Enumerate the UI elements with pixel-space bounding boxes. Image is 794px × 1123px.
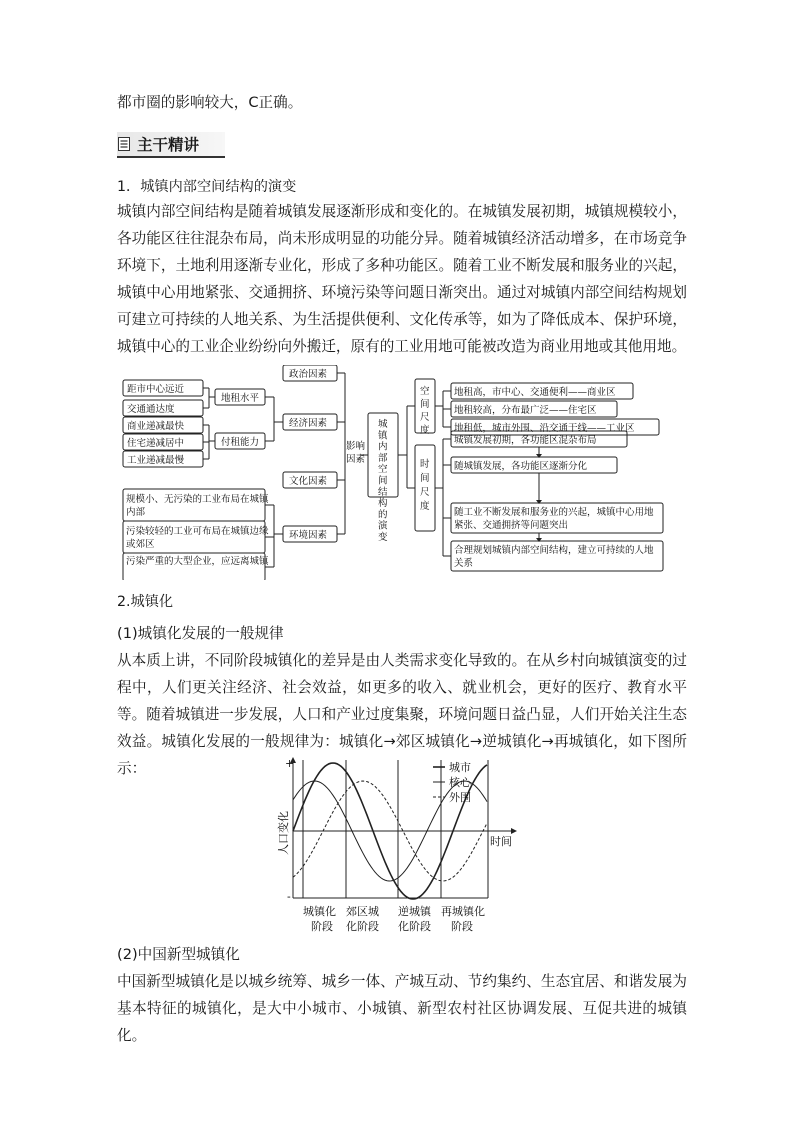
urbanization-curve-chart	[265, 755, 535, 945]
env-box-text: 污染较轻的工业可布局在城镇边缘或郊区	[126, 526, 269, 550]
space-item-text: 地租较高，分布最广泛——住宅区	[454, 405, 597, 416]
section-underline	[117, 156, 225, 158]
time-item-text: 随工业不断发展和服务业的兴起，城镇中心用地紧张、交通拥挤等问题突出	[454, 507, 654, 531]
stage-label: 再城镇化	[441, 905, 485, 918]
stage-label: 城镇化	[303, 905, 336, 918]
legend-label: 核心	[449, 776, 471, 789]
left-box-text: 距市中心远近	[127, 384, 185, 395]
stage-label: 阶段	[311, 920, 333, 933]
stage-label: 阶段	[451, 920, 473, 933]
factor-label: 环境因素	[289, 530, 328, 541]
time-item-text: 合理规划城镇内部空间结构，建立可持续的人地关系	[454, 545, 654, 569]
stage-label: 逆城镇	[398, 905, 431, 918]
left-box-text: 工业递减最慢	[127, 455, 185, 466]
factor-label: 文化因素	[289, 476, 328, 487]
rent-ability-label: 付租能力	[221, 437, 260, 448]
section-title: 主干精讲	[137, 136, 200, 154]
factor-label: 政治因素	[289, 369, 328, 380]
section-header	[117, 132, 225, 158]
part2-paragraph2: 中国新型城镇化是以城乡统筹、城乡一体、产城互动、节约集约、生态宜居、和谐发展为基本特征的城镇化，是大中小城市、小城镇、新型农村社区协调发展、互促共进的城镇化。	[117, 973, 687, 1044]
influence-label: 影响因素	[346, 441, 366, 465]
part2-sub1: (1)城镇化发展的一般规律	[117, 625, 284, 642]
env-box-text: 污染严重的大型企业，应远离城镇	[126, 556, 269, 567]
time-item-text: 城镇发展初期，各功能区混杂布局	[454, 435, 597, 446]
y-plus-label: +	[285, 757, 295, 770]
stage-label: 化阶段	[346, 920, 379, 933]
factor-label: 经济因素	[289, 418, 328, 429]
x-axis-label: 时间	[490, 835, 512, 848]
stage-label: 化阶段	[398, 920, 431, 933]
legend-label: 外围	[449, 791, 471, 804]
document-icon	[118, 137, 130, 151]
y-axis-label: 人口变化	[277, 811, 290, 855]
time-scale-label: 时间尺度	[420, 459, 430, 512]
part1-paragraph: 城镇内部空间结构是随着城镇发展逐渐形成和变化的。在城镇发展初期，城镇规模较小，各功能区往往混杂布局，尚未形成明显的功能分异。随着城镇经济活动增多，在市场竞争环境下，土地利用逐渐专业化，形成了多种功能区。随着工业不断发展和服务业的兴起，城镇中心用地紧张、交通拥挤、环境污染等问题日渐突出。通过对城镇内部空间结构规划可建立可持续的人地关系、为生活提供便利、文化传承等，如为了降低成本、保护环境，城镇中心的工业企业纷纷向外搬迁，原有的工业用地可能被改造为商业用地或其他用地。	[117, 203, 687, 355]
left-box-text: 商业递减最快	[127, 421, 185, 432]
space-item-text: 地租低，城市外围、沿交通干线——工业区	[454, 423, 635, 434]
legend-label: 城市	[449, 761, 471, 774]
left-box-text: 交通通达度	[127, 404, 175, 415]
y-minus-label: -	[287, 890, 291, 903]
part2-heading: 2.城镇化	[117, 594, 174, 610]
env-box-text: 规模小、无污染的工业布局在城镇内部	[126, 494, 269, 518]
space-scale-label: 空间尺度	[420, 386, 430, 436]
stage-label: 郊区城	[346, 905, 379, 918]
part2-paragraph1: 从本质上讲，不同阶段城镇化的差异是由人类需求变化导致的。在从乡村向城镇演变的过程中，人们更关注经济、社会效益，如更多的收入、就业机会，更好的医疗、教育水平等。随着城镇进一步发展，人口和产业过度集聚，环境问题日益凸显，人们开始关注生态效益。城镇化发展的一般规律为：城镇化→郊区城镇化→逆城镇化→再城镇化，如下图所示：	[117, 652, 687, 777]
part2-sub2: (2)中国新型城镇化	[117, 946, 240, 963]
center-label: 城镇内部空间结构的演变	[378, 419, 388, 543]
part1-heading: 1．城镇内部空间结构的演变	[117, 179, 297, 195]
left-box-text: 住宅递减居中	[127, 438, 185, 449]
rent-level-label: 地租水平	[221, 393, 260, 404]
intro-text: 都市圈的影响较大，C正确。	[117, 94, 303, 111]
space-item-text: 地租高，市中心、交通便利——商业区	[454, 387, 616, 398]
time-item-text: 随城镇发展，各功能区逐渐分化	[454, 461, 588, 472]
urban-structure-diagram	[117, 365, 667, 580]
